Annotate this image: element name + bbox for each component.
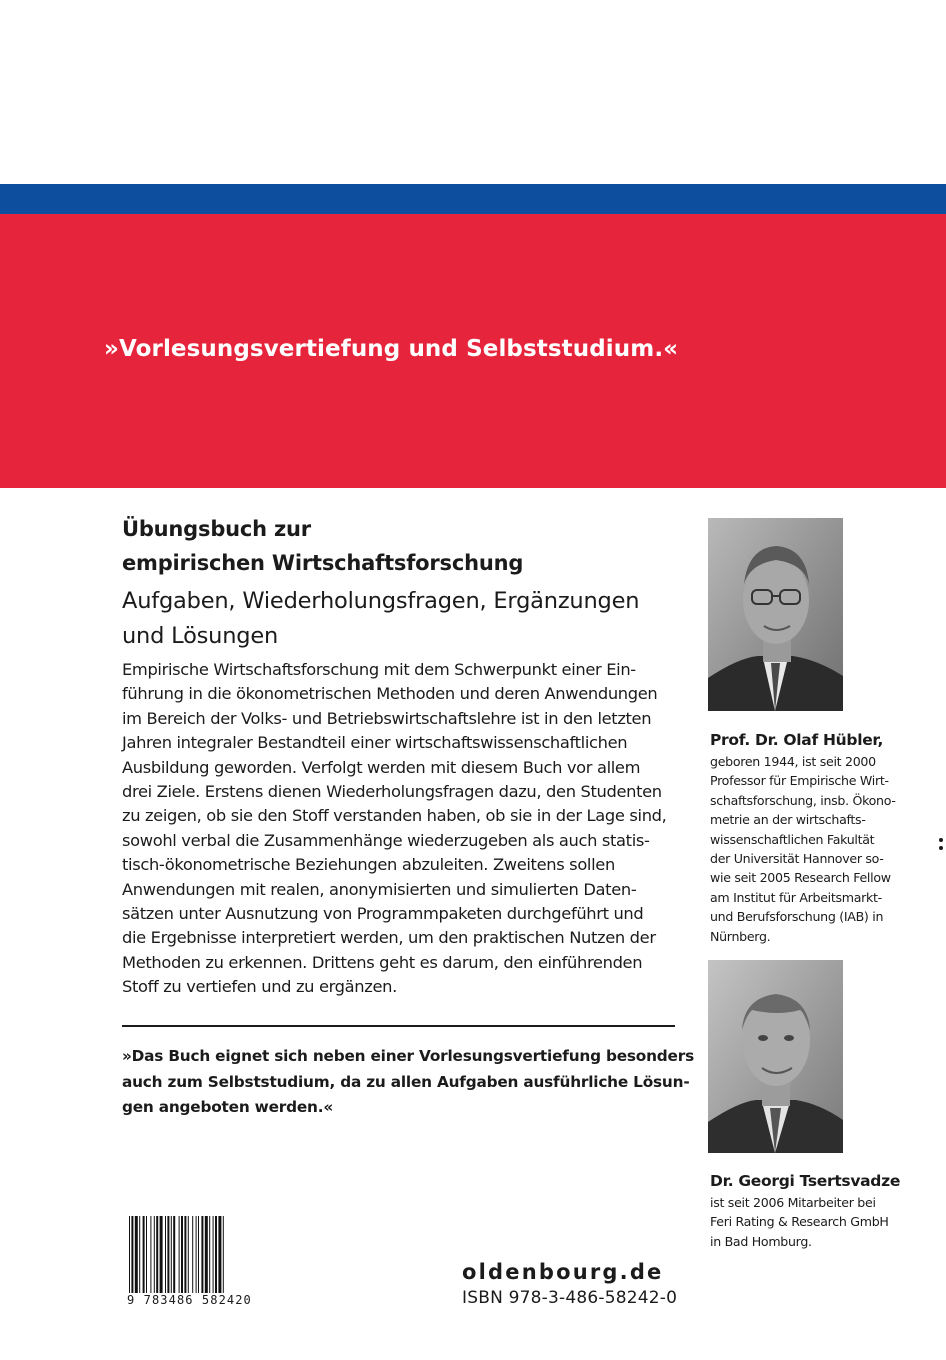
bio-line: wie seit 2005 Research Fellow (710, 870, 891, 886)
review-quote (122, 1044, 694, 1121)
bio-line: geboren 1944, ist seit 2000 (710, 754, 876, 769)
book-title-line-1: Übungsbuch zur (122, 517, 311, 541)
divider-rule (122, 1025, 675, 1027)
publisher-domain: oldenbourg.de (462, 1260, 664, 1284)
barcode-bar (192, 1216, 193, 1296)
bio-line: ist seit 2006 Mitarbeiter bei (710, 1195, 876, 1210)
barcode-bar (223, 1216, 224, 1296)
bio-line: am Institut für Arbeitsmarkt- (710, 889, 882, 905)
description-line: tisch-ökonometrische Beziehungen abzuleiten. Zweitens sollen (122, 855, 615, 875)
barcode-bar (171, 1216, 172, 1296)
barcode-digits: 9 783486 582420 (127, 1293, 252, 1307)
author-photo-huebler (708, 518, 843, 711)
description-line: sätzen unter Ausnutzung von Programmpaketen durchgeführt und (122, 903, 644, 923)
bio-line: in Bad Homburg. (710, 1233, 812, 1249)
bio-line: Nürnberg. (710, 928, 771, 944)
author-name-tsertsvadze: Dr. Georgi Tsertsvadze (710, 1172, 901, 1190)
bio-line: Professor für Empirische Wirt- (710, 773, 889, 789)
barcode-bar (209, 1216, 210, 1296)
description-line: Ausbildung geworden. Verfolgt werden mit diesem Buch vor allem (122, 757, 641, 777)
barcode-bar (167, 1216, 169, 1296)
description-line: drei Ziele. Erstens dienen Wiederholungsfragen dazu, den Studenten (122, 781, 662, 801)
blue-band (0, 184, 946, 214)
barcode-bars (127, 1216, 277, 1296)
barcode-bar (165, 1216, 166, 1296)
description (122, 658, 682, 999)
quote-line: auch zum Selbststudium, da zu allen Aufgaben ausführliche Lösun- (122, 1072, 690, 1091)
book-subtitle-line-2: und Lösungen (122, 623, 279, 649)
barcode-bar (196, 1216, 197, 1296)
barcode-bar (215, 1216, 217, 1296)
author-bio-huebler (710, 752, 896, 946)
bio-line: metrie an der wirtschafts- (710, 812, 866, 828)
barcode-bar (188, 1216, 189, 1296)
bio-line: der Universität Hannover so- (710, 850, 884, 866)
book-subtitle-line-1: Aufgaben, Wiederholungsfragen, Ergänzungen (122, 588, 640, 614)
barcode-bar (179, 1216, 180, 1296)
barcode-bar (205, 1216, 208, 1296)
barcode-bar (181, 1216, 183, 1296)
edge-marks (939, 838, 944, 854)
book-title-line-2: empirischen Wirtschaftsforschung (122, 551, 524, 575)
isbn: ISBN 978-3-486-58242-0 (462, 1288, 678, 1308)
description-line: sowohl verbal die Zusammenhänge wiederzugeben als auch statis- (122, 830, 650, 850)
barcode-bar (213, 1216, 214, 1296)
barcode-bar (131, 1216, 133, 1296)
description-line: Jahren integraler Bestandteil einer wirtschaftswissenschaftlichen (122, 733, 628, 753)
barcode-bar (154, 1216, 155, 1296)
description-line: zu zeigen, ob sie den Stoff verstanden haben, ob sie in der Lage sind, (122, 806, 667, 826)
author-name-huebler: Prof. Dr. Olaf Hübler, (710, 731, 884, 749)
barcode-bar (160, 1216, 163, 1296)
barcode-bar (198, 1216, 199, 1296)
description-line: Empirische Wirtschaftsforschung mit dem Schwerpunkt einer Ein- (122, 660, 636, 679)
tagline: »Vorlesungsvertiefung und Selbststudium.« (104, 336, 679, 362)
barcode-bar (129, 1216, 130, 1296)
barcode-bar (173, 1216, 175, 1296)
edge-dot (939, 838, 943, 842)
quote-line: »Das Buch eignet sich neben einer Vorlesungsvertiefung besonders (122, 1047, 694, 1065)
edge-dot (939, 846, 943, 850)
barcode-bar (146, 1216, 147, 1296)
bio-line: und Berufsforschung (IAB) in (710, 909, 884, 925)
quote-line: gen angeboten werden.« (122, 1098, 333, 1116)
barcode-bar (184, 1216, 186, 1296)
bio-line: schaftsforschung, insb. Ökono- (710, 792, 896, 808)
author-bio-tsertsvadze (710, 1193, 889, 1251)
barcode-bar (218, 1216, 221, 1296)
barcode-bar (150, 1216, 151, 1296)
description-line: Methoden zu erkennen. Drittens geht es darum, den einführenden (122, 952, 643, 972)
description-line: im Bereich der Volks- und Betriebswirtschaftslehre ist in den letzten (122, 708, 652, 728)
barcode-bar (135, 1216, 138, 1296)
bio-line: Feri Rating & Research GmbH (710, 1214, 889, 1230)
barcode-bar (156, 1216, 158, 1296)
author-photo-tsertsvadze (708, 960, 843, 1153)
barcode-bar (139, 1216, 140, 1296)
bio-line: wissenschaftlichen Fakultät (710, 831, 875, 847)
description-line: Anwendungen mit realen, anonymisierten und simulierten Daten- (122, 879, 637, 899)
barcode-bar (201, 1216, 203, 1296)
description-line: die Ergebnisse interpretiert werden, um den praktischen Nutzen der (122, 928, 656, 948)
description-line: führung in die ökonometrischen Methoden und deren Anwendungen (122, 684, 658, 704)
barcode-bar (143, 1216, 145, 1296)
description-line: Stoff zu vertiefen und zu ergänzen. (122, 977, 397, 997)
